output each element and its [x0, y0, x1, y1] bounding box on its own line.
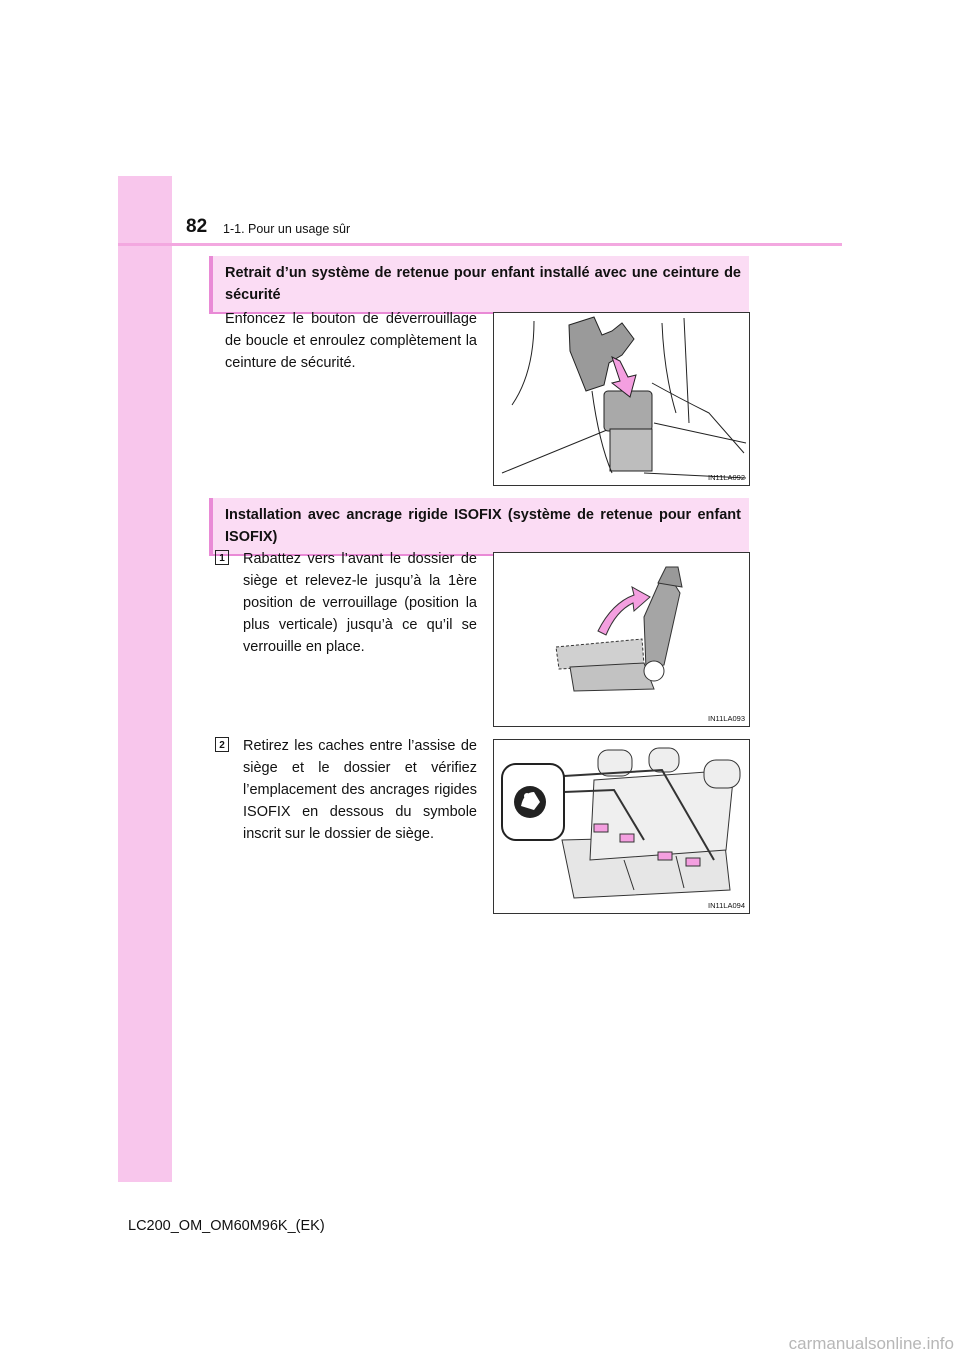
child-seat-icon [502, 764, 564, 840]
figure-code: IN11LA093 [708, 714, 745, 723]
heading-seat-belt-removal: Retrait d’un système de retenue pour enfant installé avec une ceinture de sécurité [209, 256, 749, 314]
figure-code: IN11LA092 [708, 473, 745, 482]
figure-buckle-release [493, 312, 750, 486]
buckle-illustration [494, 313, 750, 486]
paragraph-step-2: Retirez les caches entre l’assise de siège et le dossier et vérifiez l’emplacement des ancrages rigides ISOFIX en dessous du symbole inscrit sur le dossier de siège. [243, 738, 477, 842]
figure-code: IN11LA094 [708, 901, 745, 910]
document-code: LC200_OM_OM60M96K_(EK) [128, 1218, 325, 1234]
step-number-2: 2 [215, 737, 229, 752]
step-number-1: 1 [215, 550, 229, 565]
section-title: 1-1. Pour un usage sûr [223, 222, 351, 236]
heading-isofix-installation: Installation avec ancrage rigide ISOFIX (système de retenue pour enfant ISOFIX) [209, 498, 749, 556]
paragraph-belt-removal: Enfoncez le bouton de déverrouillage de boucle et enroulez complètement la ceinture de sécurité. [225, 311, 477, 371]
side-tab-band [118, 176, 172, 1182]
page-number: 82 [186, 216, 208, 237]
watermark: carmanualsonline.info [788, 1334, 954, 1353]
figure-seatback-fold [493, 552, 750, 727]
curved-arrow-icon [598, 587, 650, 635]
rear-seat-illustration [494, 740, 750, 914]
paragraph-step-1: Rabattez vers l’avant le dossier de siège et relevez-le jusqu’à la 1ère position de verrouillage (position la plus verticale) jusqu’à ce qu’il se verrouille en place. [243, 551, 477, 655]
seatback-illustration [494, 553, 750, 727]
header-divider [118, 243, 842, 246]
figure-isofix-anchors [493, 739, 750, 914]
